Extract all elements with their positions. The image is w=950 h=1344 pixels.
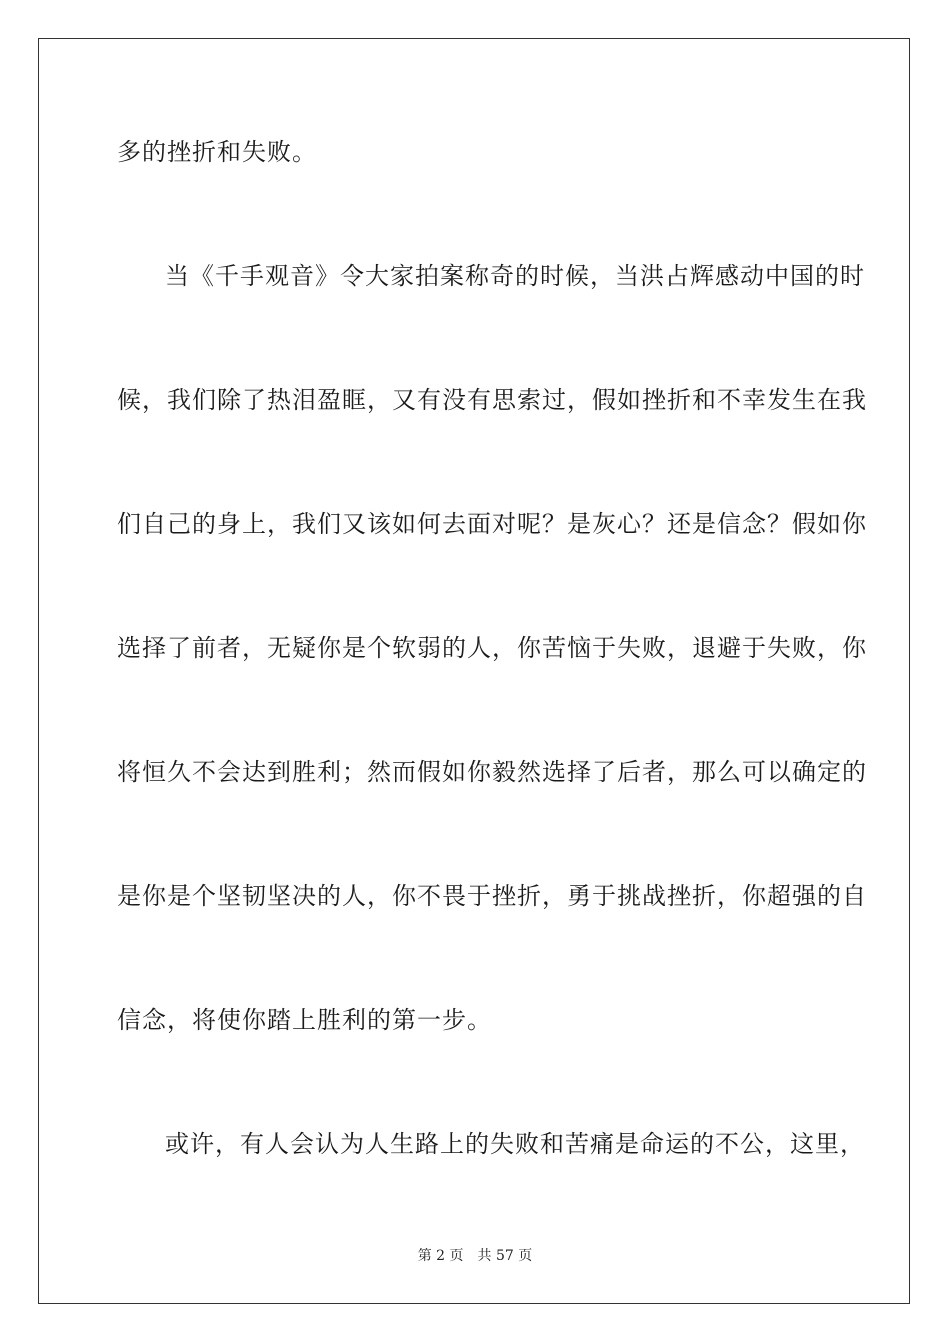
paragraph-line: 选择了前者，无疑你是个软弱的人，你苦恼于失败，退避于失败，你 [117, 634, 867, 662]
paragraph-line: 将恒久不会达到胜利；然而假如你毅然选择了后者，那么可以确定的 [117, 758, 867, 786]
paragraph-line: 候，我们除了热泪盈眶，又有没有思索过，假如挫折和不幸发生在我 [117, 386, 867, 414]
paragraph-line: 是你是个坚韧坚决的人，你不畏于挫折，勇于挑战挫折，你超强的自 [117, 882, 867, 910]
page-footer [0, 1247, 950, 1265]
paragraph-line: 当《千手观音》令大家拍案称奇的时候，当洪占辉感动中国的时 [165, 262, 865, 290]
page-number: 第 2 页 [417, 1248, 464, 1264]
paragraph-line: 们自己的身上，我们又该如何去面对呢？是灰心？还是信念？假如你 [117, 510, 867, 538]
page-border [38, 38, 910, 1304]
page-total: 共 57 页 [477, 1248, 533, 1264]
paragraph-line: 多的挫折和失败。 [117, 138, 317, 166]
paragraph-line: 或许，有人会认为人生路上的失败和苦痛是命运的不公，这里， [165, 1130, 865, 1158]
paragraph-line: 信念，将使你踏上胜利的第一步。 [117, 1006, 492, 1034]
